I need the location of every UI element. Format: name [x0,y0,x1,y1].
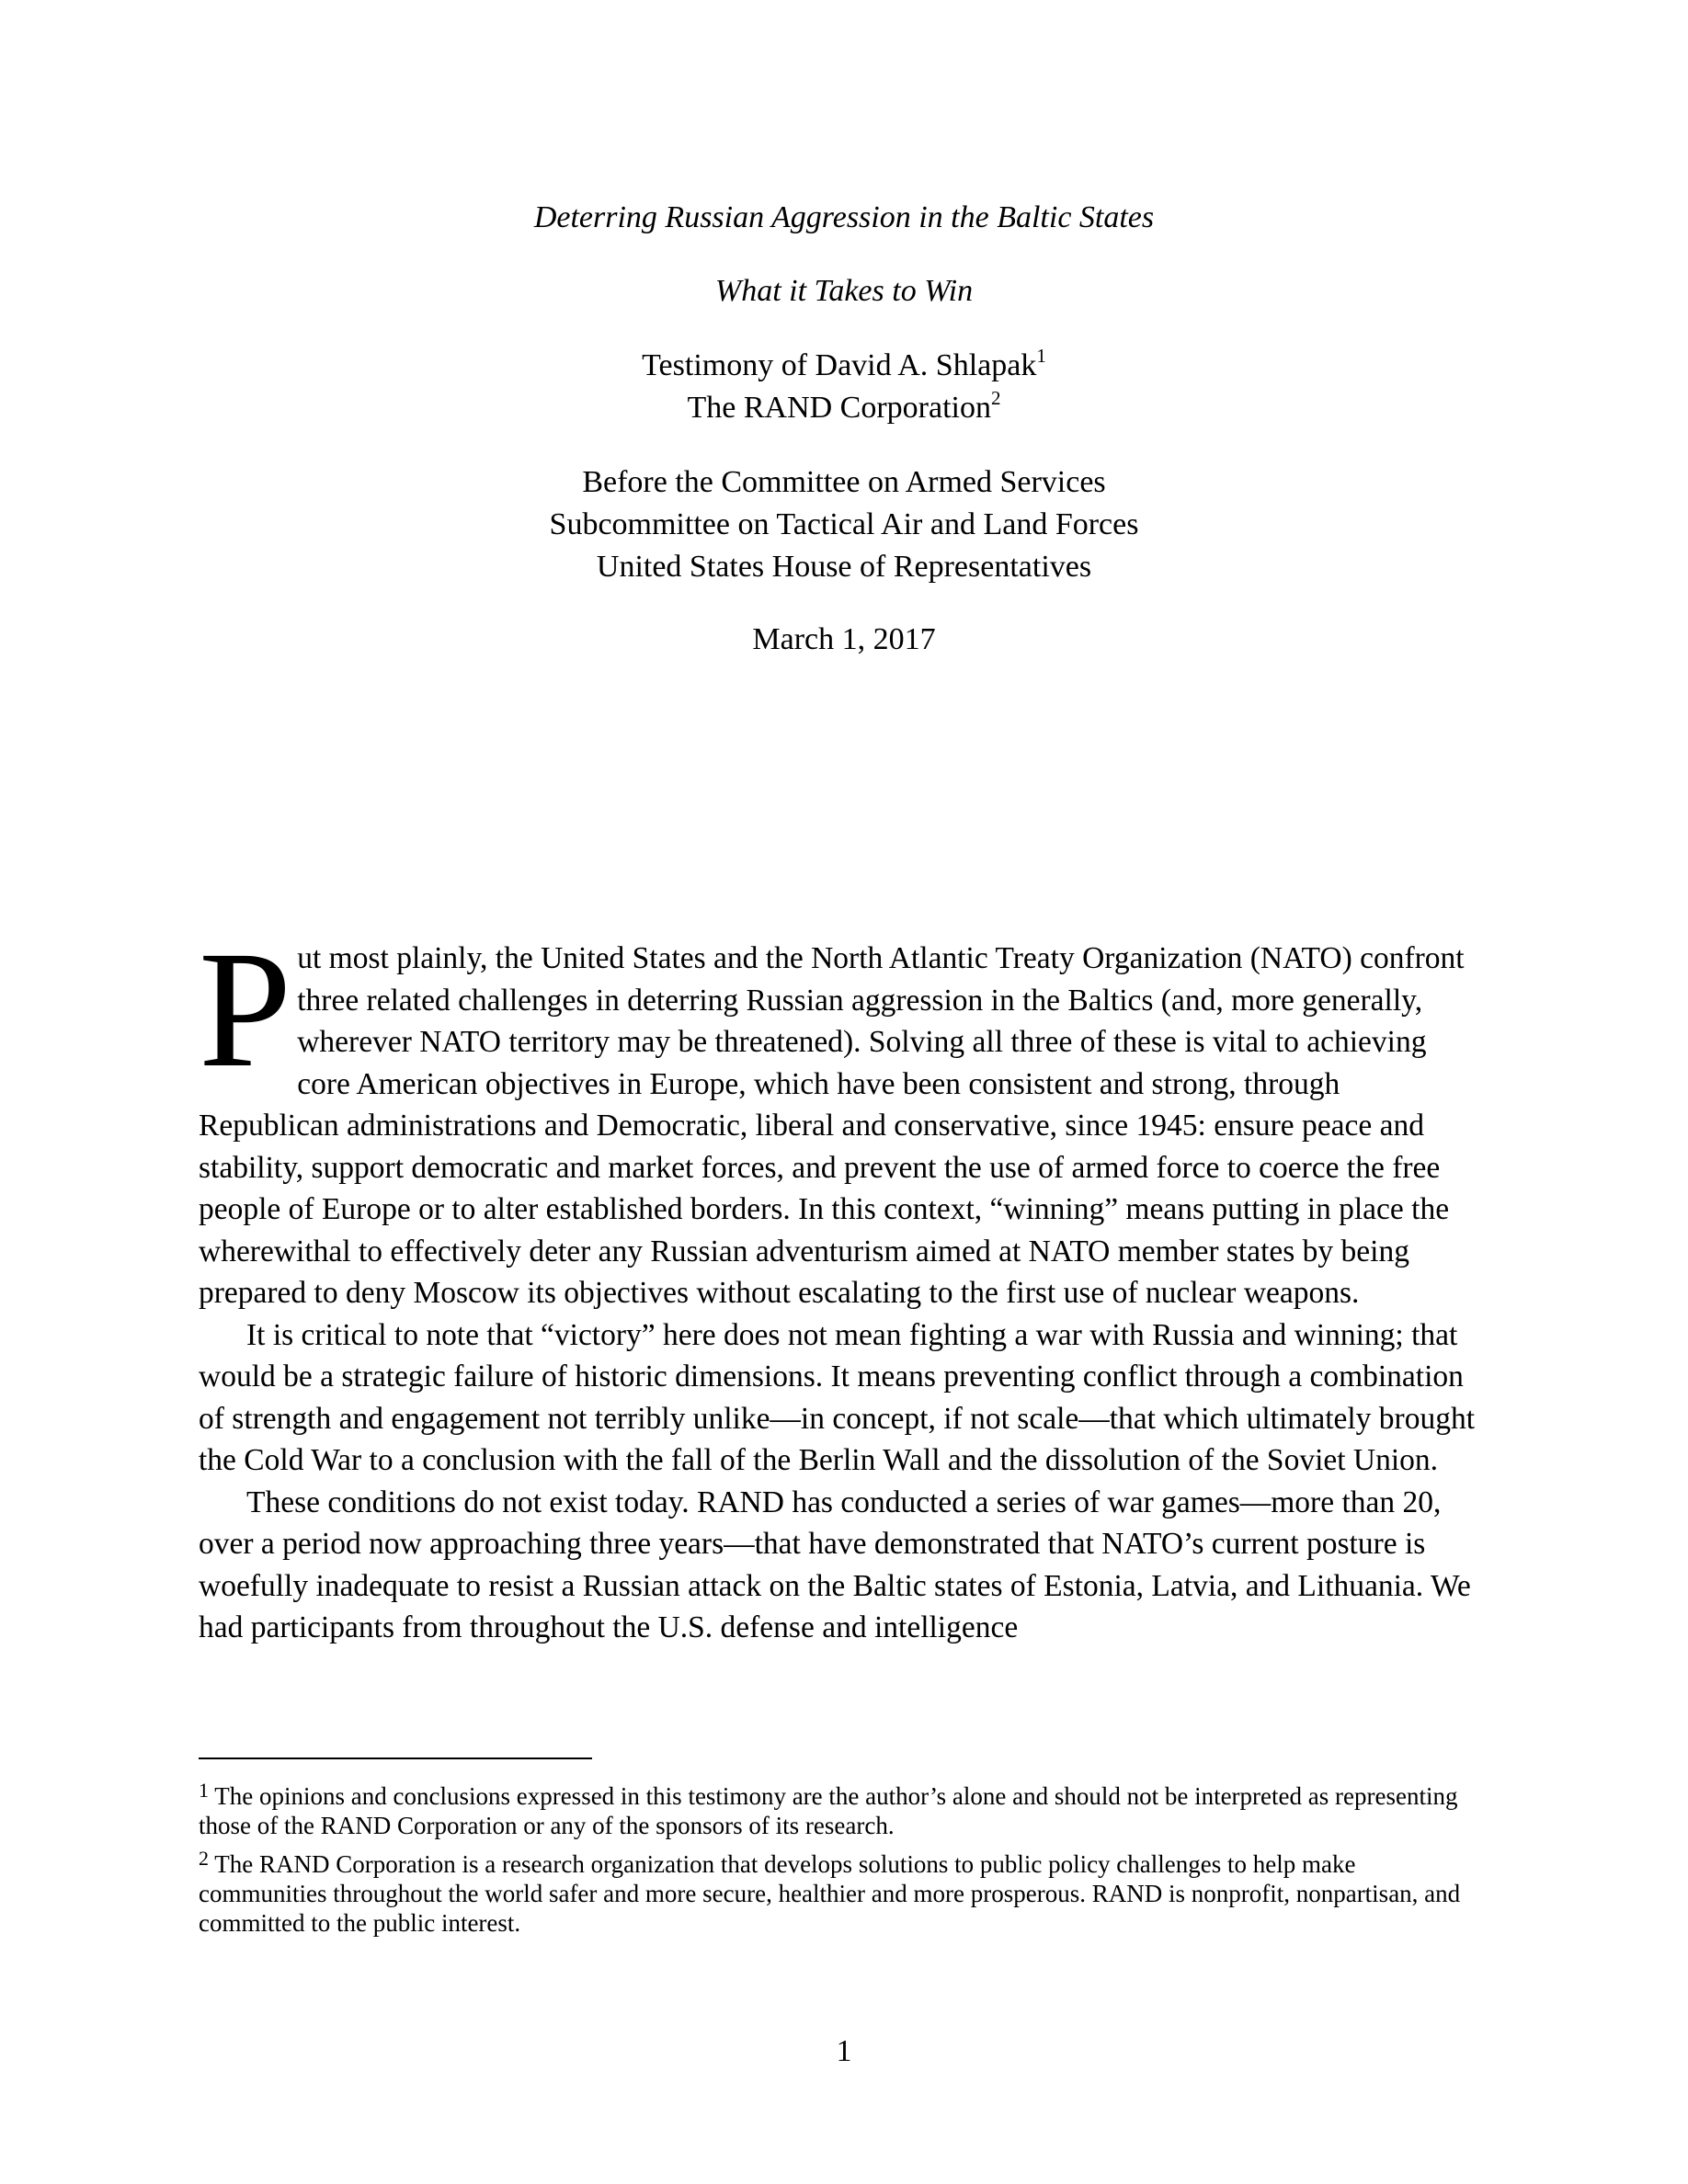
committee-line-3: United States House of Representatives [596,550,1092,584]
testimony-author: Testimony of David A. Shlapak [642,348,1037,382]
paragraph-1 [199,917,1482,1314]
organization-line [0,387,1688,429]
body-text [199,917,1482,1649]
paragraph-1-text: ut most plainly, the United States and the North Atlantic Treaty Organization (NATO) confront three related challenges in deterring Russian aggression in the Baltics (and, more generally, wherever NATO territory may be threatened). Solving all three of these is vital to achieving core American objectives in Europe, which have been consistent and strong, through Republican administrations and Democratic, liberal and conservative, since 1945: ensure peace and stability, support democratic and market forces, and prevent the use of armed force to coerce the free people of Europe or to alter established borders. In this context, “winning” means putting in place the wherewithal to effectively deter any Russian adventurism aimed at NATO member states by being prepared to deny Moscow its objectives without escalating to the first use of nuclear weapons. [199,941,1465,1310]
footnote-2 [199,1849,1482,1938]
footnote-separator [199,1757,592,1759]
committee-block [0,461,1688,588]
page-number: 1 [836,2034,852,2068]
testimony-line [0,345,1688,387]
paragraph-3: These conditions do not exist today. RAND has conducted a series of war games—more than 20, over a period now approaching three years—that have demonstrated that NATO’s current posture is woefully inadequate to resist a Russian attack on the Baltic states of Estonia, Latvia, and Lithuania. We had participants from throughout the U.S. defense and intelligence [199,1484,1471,1644]
testimony-block [0,345,1688,429]
paragraph-2: It is critical to note that “victory” here does not mean fighting a war with Russia and winning; that would be a strategic failure of historic dimensions. It means preventing conflict through a combination of strength and engagement not terribly unlike—in concept, if not scale—that which ultimately brought the Cold War to a conclusion with the fall of the Berlin Wall and the dissolution of the Soviet Union. [199,1317,1476,1477]
drop-cap: P [199,917,292,1102]
footnote-1-text: The opinions and conclusions expressed in this testimony are the author’s alone and should not be interpreted as representing those of the RAND Corporation or any of the sponsors of its research. [199,1782,1458,1839]
document-title [0,197,1688,239]
footnotes [199,1781,1482,1947]
footnote-ref-2: 2 [991,387,1001,409]
subtitle-text: What it Takes to Win [714,274,974,308]
testimony-date [0,619,1688,661]
footnote-1 [199,1781,1482,1840]
organization-name: The RAND Corporation [687,391,991,425]
title-text: Deterring Russian Aggression in the Baltic States [533,200,1155,234]
footnote-ref-1: 1 [1036,345,1046,367]
date-text: March 1, 2017 [752,622,936,656]
footnote-2-text: The RAND Corporation is a research organization that develops solutions to public policy challenges to help make communities throughout the world safer and more secure, healthier and more prosperous. RAND is nonprofit, nonpartisan, and committed to the public interest. [199,1850,1461,1937]
document-subtitle [0,270,1688,313]
committee-line-2: Subcommittee on Tactical Air and Land Forces [549,507,1139,541]
footnote-2-mark: 2 [199,1847,209,1870]
committee-line-1: Before the Committee on Armed Services [582,465,1106,499]
footnote-1-mark: 1 [199,1779,209,1802]
